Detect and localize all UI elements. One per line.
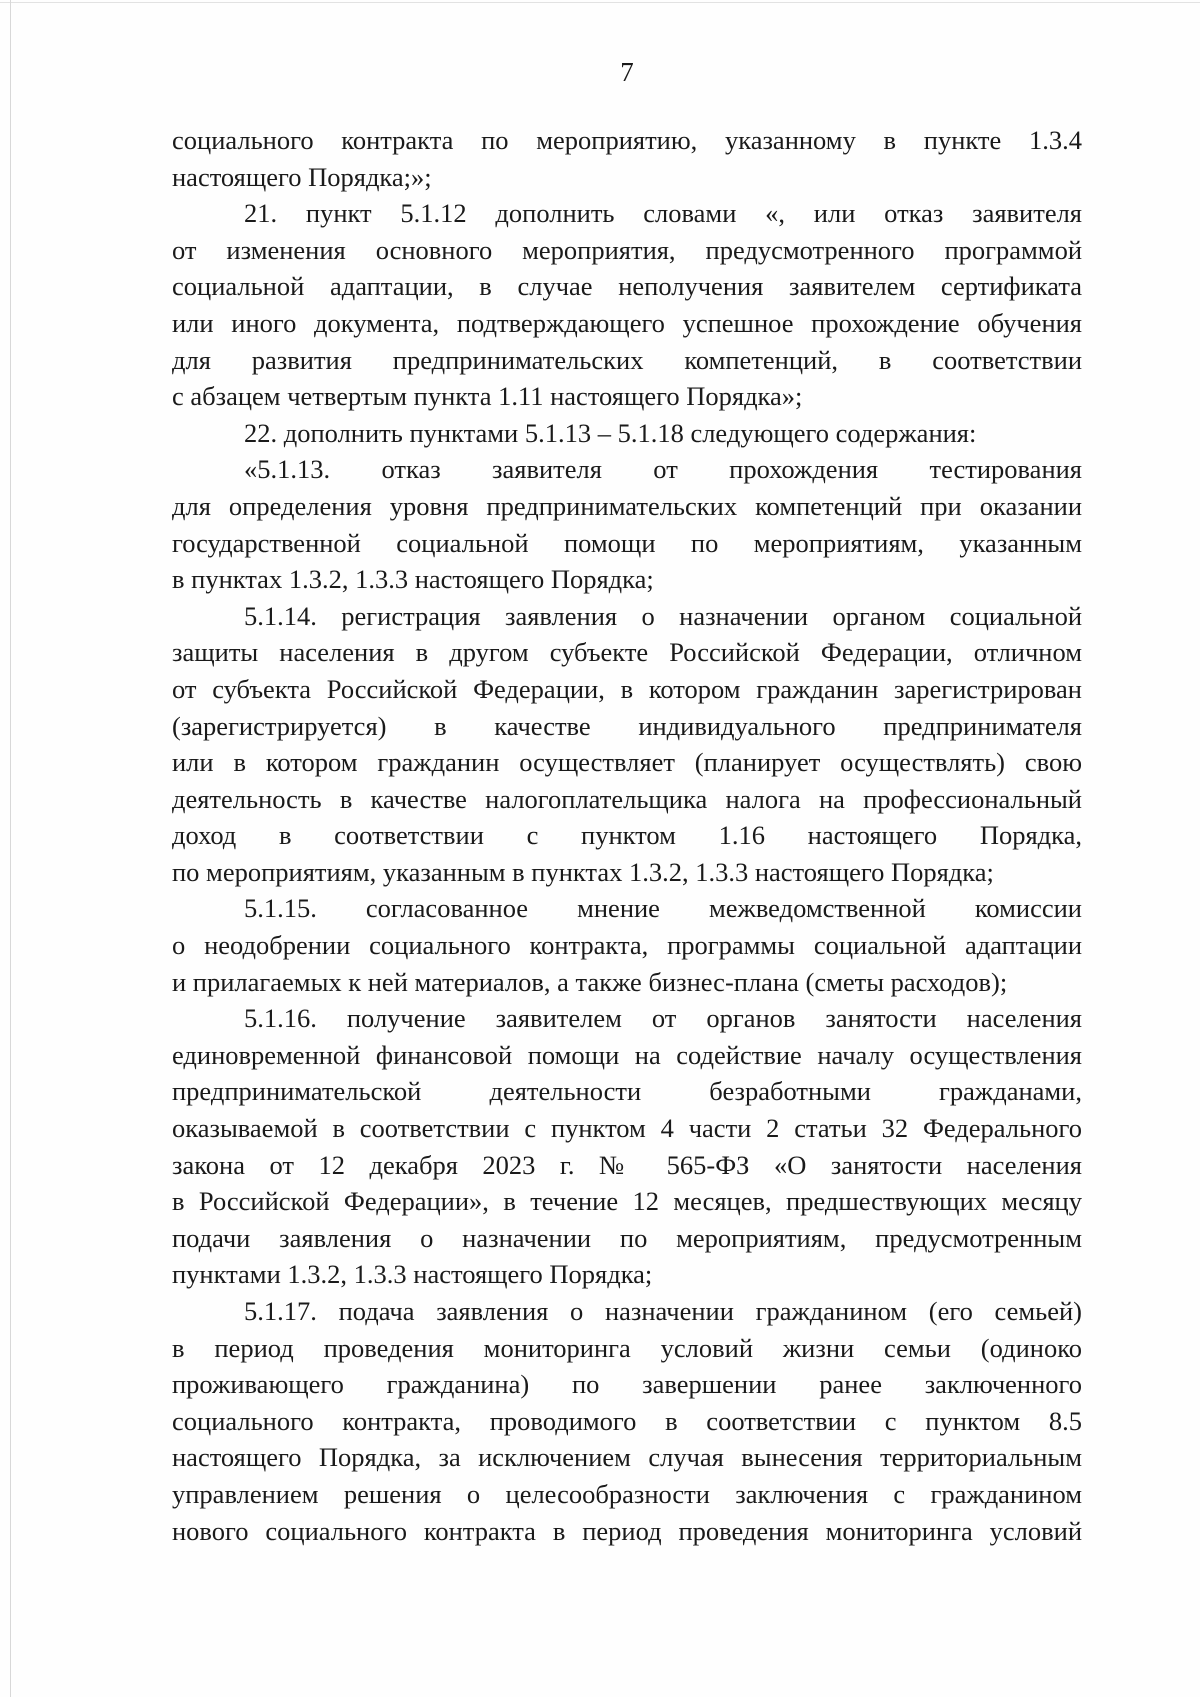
page-left-edge xyxy=(10,0,11,1697)
text-line: 22. дополнить пунктами 5.1.13 – 5.1.18 следующего содержания: xyxy=(244,417,977,448)
text-line: о неодобрении социального контракта, программы социальной адаптации xyxy=(172,930,1082,961)
text-line: 5.1.15. согласованное мнение межведомственной комиссии xyxy=(244,893,1082,924)
text-line: с абзацем четвертым пункта 1.11 настоящего Порядка»; xyxy=(172,381,803,412)
text-line: от субъекта Российской Федерации, в котором гражданин зарегистрирован xyxy=(172,673,1082,704)
text-line: в период проведения мониторинга условий жизни семьи (одиноко xyxy=(172,1332,1082,1363)
text-line: 5.1.17. подача заявления о назначении гражданином (его семьей) xyxy=(244,1296,1082,1326)
text-line: государственной социальной помощи по мероприятиям, указанным xyxy=(172,527,1082,558)
text-line: по мероприятиям, указанным в пунктах 1.3.2, 1.3.3 настоящего Порядка; xyxy=(172,856,994,887)
text-line: 5.1.16. получение заявителем от органов занятости населения xyxy=(244,1003,1082,1034)
text-line: настоящего Порядка;»; xyxy=(172,161,432,192)
text-line: настоящего Порядка, за исключением случая вынесения территориальным xyxy=(172,1442,1082,1473)
text-line: от изменения основного мероприятия, предусмотренного программой xyxy=(172,234,1082,265)
text-line: в Российской Федерации», в течение 12 месяцев, предшествующих месяцу xyxy=(172,1186,1082,1217)
text-line: социального контракта, проводимого в соответствии с пунктом 8.5 xyxy=(172,1405,1082,1436)
text-line: нового социального контракта в период проведения мониторинга условий xyxy=(172,1515,1082,1546)
text-line: 21. пункт 5.1.12 дополнить словами «, или отказ заявителя xyxy=(244,198,1082,229)
document-body xyxy=(172,122,1082,1549)
text-line: или иного документа, подтверждающего успешное прохождение обучения xyxy=(172,307,1082,338)
text-line: доход в соответствии с пунктом 1.16 настоящего Порядка, xyxy=(172,820,1082,851)
text-line: предпринимательской деятельности безработными гражданами, xyxy=(172,1076,1082,1107)
text-line: деятельность в качестве налогоплательщика налога на профессиональный xyxy=(172,783,1082,814)
text-line: для развития предпринимательских компетенций, в соответствии xyxy=(172,344,1082,375)
page-top-edge xyxy=(0,2,1200,3)
text-line: социальной адаптации, в случае неполучения заявителем сертификата xyxy=(172,271,1082,302)
text-line: и прилагаемых к ней материалов, а также бизнес-плана (сметы расходов); xyxy=(172,966,1008,997)
text-line: в пунктах 1.3.2, 1.3.3 настоящего Порядка; xyxy=(172,564,654,595)
text-line: социального контракта по мероприятию, указанному в пункте 1.3.4 xyxy=(172,125,1082,155)
text-line: управлением решения о целесообразности заключения с гражданином xyxy=(172,1478,1082,1509)
page-number: 7 xyxy=(620,57,634,87)
text-line: пунктами 1.3.2, 1.3.3 настоящего Порядка; xyxy=(172,1259,653,1290)
text-line: проживающего гражданина) по завершении ранее заключенного xyxy=(172,1369,1082,1400)
text-line: закона от 12 декабря 2023 г. № 565-ФЗ «О занятости населения xyxy=(172,1149,1082,1180)
text-line: оказываемой в соответствии с пунктом 4 части 2 статьи 32 Федерального xyxy=(172,1113,1082,1144)
text-line: для определения уровня предпринимательских компетенций при оказании xyxy=(172,490,1082,521)
text-line: защиты населения в другом субъекте Российской Федерации, отличном xyxy=(172,637,1082,668)
text-line: (зарегистрируется) в качестве индивидуального предпринимателя xyxy=(172,710,1082,741)
text-line: единовременной финансовой помощи на содействие началу осуществления xyxy=(172,1039,1082,1070)
text-line: 5.1.14. регистрация заявления о назначении органом социальной xyxy=(244,600,1082,631)
text-line: подачи заявления о назначении по мероприятиям, предусмотренным xyxy=(172,1222,1082,1253)
text-line: «5.1.13. отказ заявителя от прохождения тестирования xyxy=(244,454,1082,485)
text-line: или в котором гражданин осуществляет (планирует осуществлять) свою xyxy=(172,747,1082,778)
